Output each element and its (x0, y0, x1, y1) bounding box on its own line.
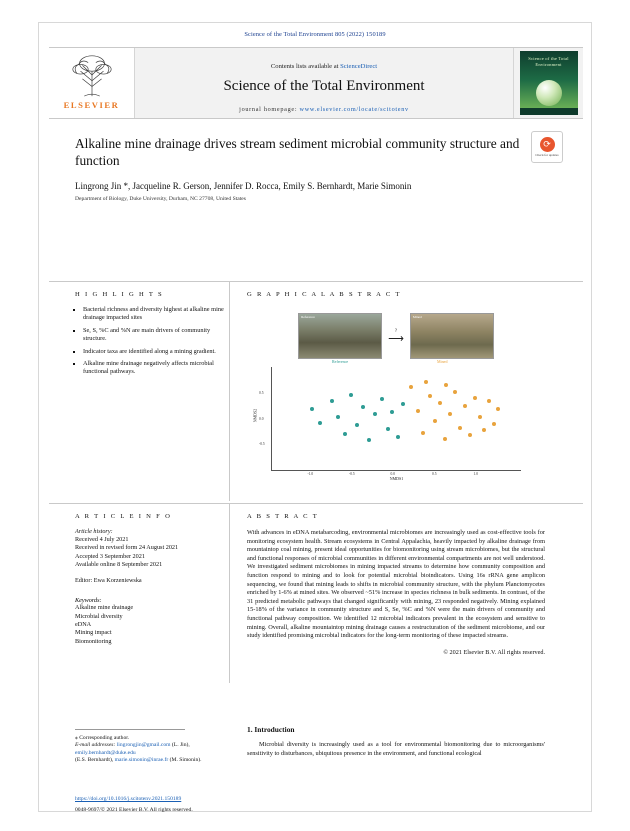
list-item: ▪ Alkaline mine drainage negatively affects microbial functional pathways. (83, 360, 225, 377)
scatter-point (310, 407, 314, 411)
footnote-rule (75, 729, 185, 730)
keywords-list (75, 604, 225, 646)
scatter-point (336, 415, 340, 419)
scatter-point (443, 437, 447, 441)
legend-mined: Mined (437, 359, 448, 364)
email-link-jin[interactable]: lingrongjin@gmail.com (116, 742, 171, 749)
chart-xlabel: NMDS1 (389, 476, 404, 481)
list-item: ▪ Bacterial richness and diversity highest at alkaline mine drainage impacted sites (83, 306, 225, 323)
article-info-section (75, 513, 225, 646)
history-item: Received in revised form 24 August 2021 (75, 544, 179, 552)
scatter-point (492, 422, 496, 426)
email-link-bernhardt[interactable]: emily.bernhardt@duke.edu (75, 749, 136, 756)
cover-image (520, 51, 578, 115)
keyword: Mining impact (75, 629, 112, 637)
scatter-point (478, 415, 482, 419)
email-label: E-mail addresses: (75, 742, 116, 749)
arrow-right-icon: ⟶ (388, 332, 404, 345)
keywords-label: Keywords: (75, 597, 102, 605)
list-item: ▪ Indicator taxa are identified along a mining gradient. (83, 348, 225, 356)
y-axis-tick: -0.5 (259, 442, 265, 447)
journal-cover (513, 48, 583, 118)
divider-article-info (49, 503, 583, 504)
y-axis-tick: 0.5 (259, 390, 264, 395)
scatter-point (318, 421, 322, 425)
abstract-heading: A B S T R A C T (247, 513, 319, 520)
doi-block (75, 787, 245, 813)
contents-line (271, 63, 377, 70)
nmds-scatter-plot (252, 359, 521, 481)
homepage-link[interactable]: www.elsevier.com/locate/scitotenv (299, 106, 409, 113)
introduction-text: Microbial diversity is increasingly used as a tool for environmental biomonitoring due to microorganisms' sensitivity to disturbances, ubiquitous presence in the environment, and functional ecological (247, 741, 545, 757)
contents-prefix: Contents lists available at (270, 63, 341, 70)
scatter-point (458, 426, 462, 430)
scatter-point (468, 433, 472, 437)
paper-sheet (38, 22, 592, 812)
graphical-abstract-heading: G R A P H I C A L A B S T R A C T (247, 291, 402, 298)
email-sep-3: (M. Simonin). (168, 757, 202, 764)
scatter-point (401, 402, 405, 406)
cover-title: Science of the Total Environment (528, 56, 569, 67)
cover-globe-icon (536, 80, 562, 106)
scatter-point (496, 407, 500, 411)
scatter-point (343, 432, 347, 436)
highlights-section (75, 291, 225, 381)
scatter-point (482, 428, 486, 432)
photo-right-caption: Mined (412, 315, 422, 319)
article-info-heading: A R T I C L E I N F O (75, 513, 172, 520)
x-axis-tick: -0.5 (349, 472, 355, 476)
email-sep-2: (E.S. Bernhardt), (75, 757, 115, 764)
scatter-point (444, 383, 448, 387)
ga-photo-row (247, 313, 545, 359)
divider-top-highlights (49, 281, 583, 282)
author-list: Lingrong Jin *, Jacqueline R. Gerson, Jennifer D. Rocca, Emily S. Bernhardt, Marie Simonin (75, 181, 412, 191)
crossmark-badge[interactable] (531, 131, 563, 163)
article-history (75, 528, 225, 585)
email-line-2 (75, 757, 225, 764)
photo-mined-site (410, 313, 494, 359)
scatter-point (448, 412, 452, 416)
scatter-point (416, 409, 420, 413)
chart-ylabel: NMDS2 (252, 408, 258, 423)
column-divider-1 (229, 281, 230, 501)
journal-reference: Science of the Total Environment 805 (2022) 150189 (244, 31, 386, 38)
scatter-point (367, 438, 371, 442)
scatter-point (453, 390, 457, 394)
ga-arrow (388, 329, 404, 344)
introduction-heading: 1. Introduction (247, 725, 295, 734)
journal-masthead (49, 47, 583, 119)
photo-reference-site (298, 313, 382, 359)
arrow-label: ? (394, 328, 398, 334)
scatter-point (428, 394, 432, 398)
email-line-1 (75, 742, 225, 757)
keyword: Alkaline mine drainage (75, 604, 134, 612)
scatter-point (386, 427, 390, 431)
elsevier-tree-icon (63, 52, 121, 98)
history-item: Available online 8 September 2021 (75, 560, 163, 568)
graphical-abstract-section (247, 291, 545, 298)
scatter-point (438, 401, 442, 405)
list-item: ▪ Se, S, %C and %N are main drivers of community structure. (83, 327, 225, 344)
scatter-point (473, 396, 477, 400)
x-axis-tick: -1.0 (307, 472, 314, 476)
elsevier-logo (49, 48, 135, 118)
column-divider-2 (229, 503, 230, 683)
editor-line: Editor: Ewa Korzeniewska (75, 577, 142, 585)
email-link-simonin[interactable]: marie.simonin@inrae.fr (114, 757, 169, 764)
cover-bottom-bar (520, 108, 578, 115)
scatter-point (421, 431, 425, 435)
scatter-point (433, 419, 437, 423)
scatter-point (355, 423, 359, 427)
abstract-section (247, 513, 545, 656)
scatter-point (349, 393, 353, 397)
photo-left-caption: Reference (301, 315, 315, 319)
page-title: Alkaline mine drainage drives stream sediment microbial community structure and function (75, 136, 520, 168)
x-axis-tick: 0.0 (390, 472, 395, 476)
keyword: Microbial diversity (75, 612, 123, 620)
history-label: Article history: (75, 528, 113, 535)
keyword: eDNA (75, 621, 92, 629)
scatter-point (361, 405, 365, 409)
elsevier-wordmark: ELSEVIER (63, 100, 120, 110)
journal-title: Science of the Total Environment (223, 78, 425, 94)
history-item: Accepted 3 September 2021 (75, 552, 145, 560)
title-block (75, 135, 559, 203)
scatter-point (390, 410, 394, 414)
x-axis-tick: 0.5 (432, 472, 437, 476)
introduction-section (247, 725, 545, 758)
scatter-point (463, 404, 467, 408)
scatter-point (380, 397, 384, 401)
crossmark-icon: ⟳ (540, 137, 555, 152)
scatter-point (373, 412, 377, 416)
scatter-point (409, 385, 413, 389)
scatter-point (396, 435, 400, 439)
crossmark-label: Check for updates (535, 153, 559, 157)
abstract-text: With advances in eDNA metabarcoding, environmental microbiomes are increasingly used as cost-effective tools for monitoring ecosystem health. Stream ecosystems in Central Appalachia, heavily impacted by alkaline drainage from mountaintop coal mining, present ideal opportunities for biomonitoring using stream microbiomes, but the structural and functional responses of microbial communities in different environmental compartments are not well understood. We investigated sediment microbiomes in mining impacted streams to determine how community composition and function respond to mining and to look for potential microbial bioindicators. Using 16s rRNA gene amplicon sequencing, we found that mining leads to shifts in microbial community structure, with the phylum Planctomycetes enriched by 1-6% at mined sites. We observed ~51% increase in species richness in bulk sediments. In contrast, of the 31 predicted metabolic pathways that changed significantly with mining, 23 responded negatively. Mining explained 15-18% of the variance in community structure and S, Se, %C and %N were the main drivers of community and functional pathway composition. We identified 12 microbial indicators prevalent in the ecosystem and sensitive to mining. Overall, alkaline mountaintop mining drainage causes a restructuration of the sediment microbiome, and our study identified promising microbial indicators for the long-term monitoring of these impacted streams. (247, 529, 545, 640)
scatter-point (424, 380, 428, 384)
masthead-center (135, 48, 513, 118)
highlights-heading: H I G H L I G H T S (75, 291, 164, 298)
issn-line: 0048-9697/© 2021 Elsevier B.V. All rights reserved. (75, 807, 193, 813)
scatter-point (330, 399, 334, 403)
legend-reference: Reference (332, 359, 349, 364)
x-axis-tick: 1.0 (473, 472, 478, 476)
scatter-point (487, 399, 491, 403)
abstract-copyright: © 2021 Elsevier B.V. All rights reserved. (443, 648, 545, 656)
corresponding-label: ⁎ Corresponding author. (75, 735, 130, 741)
sciencedirect-link[interactable]: ScienceDirect (340, 63, 378, 70)
keyword: Biomonitoring (75, 637, 112, 645)
y-axis-tick: 0.0 (259, 416, 264, 421)
history-item: Received 4 July 2021 (75, 536, 129, 544)
corresponding-author-note (75, 735, 225, 765)
highlights-list (83, 306, 225, 377)
affiliation: Department of Biology, Duke University, Durham, NC 27708, United States (75, 196, 246, 202)
doi-link[interactable]: https://doi.org/10.1016/j.scitotenv.2021.150189 (75, 796, 182, 802)
footnote-block (75, 729, 225, 765)
homepage-prefix: journal homepage: (239, 106, 300, 113)
journal-homepage-line (239, 106, 409, 113)
graphical-abstract-figure (247, 307, 545, 481)
email-sep-1: (L. Jin), (170, 742, 190, 749)
